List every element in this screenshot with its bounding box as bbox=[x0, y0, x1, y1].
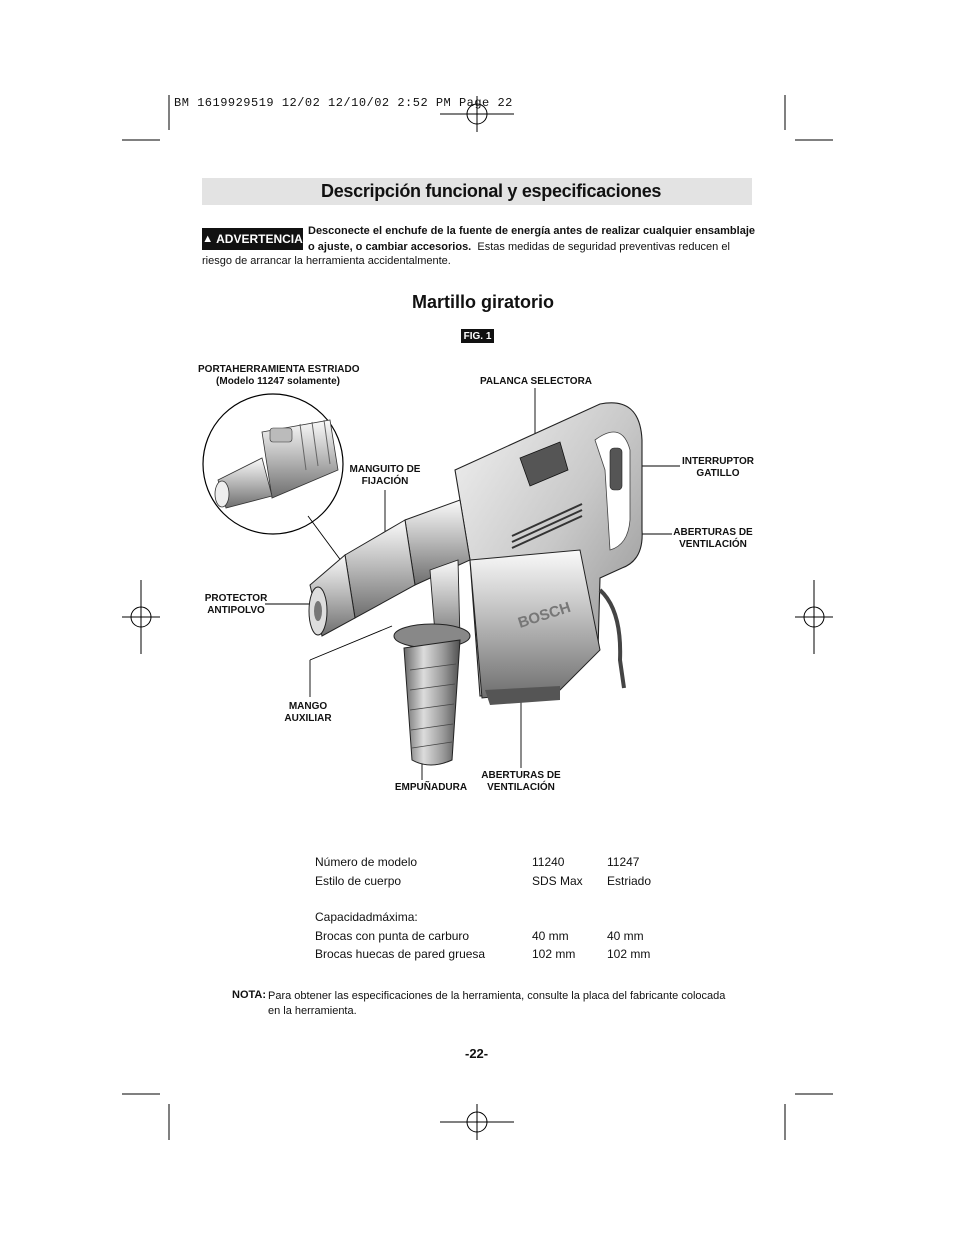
label-vents-top: ABERTURAS DE VENTILACIÓN bbox=[673, 527, 753, 550]
table-row: Brocas huecas de pared gruesa 102 mm 102 mm bbox=[315, 947, 651, 961]
label-selector-lever: PALANCA SELECTORA bbox=[479, 376, 593, 387]
table-row: Capacidadmáxima: bbox=[315, 910, 418, 924]
aux-handle-grip bbox=[404, 640, 460, 765]
label-trigger-switch: INTERRUPTOR GATILLO bbox=[681, 456, 755, 479]
note-label: NOTA: bbox=[232, 989, 267, 1001]
table-row: Estilo de cuerpo SDS Max Estriado bbox=[315, 874, 652, 888]
note-text: Para obtener las especificaciones de la herramienta, consulte la placa del fabricante colocada en la herramienta. bbox=[268, 990, 726, 1017]
trigger-switch bbox=[610, 448, 622, 490]
locking-sleeve bbox=[345, 520, 415, 618]
section-title: Martillo giratorio bbox=[412, 292, 555, 312]
label-splined-chuck: PORTAHERRAMIENTA ESTRIADO (Modelo 11247 solamente) bbox=[198, 364, 360, 387]
label-aux-handle: MANGO AUXILIAR bbox=[284, 701, 332, 724]
page-title: Descripción funcional y especificaciones bbox=[321, 181, 662, 201]
page-number: -22- bbox=[465, 1046, 489, 1061]
print-slug: BM 1619929519 12/02 12/10/02 2:52 PM Page 22 bbox=[174, 96, 513, 110]
power-cord bbox=[600, 590, 624, 688]
table-row: Número de modelo 11240 11247 bbox=[315, 855, 640, 869]
warning-badge-label: ADVERTENCIA bbox=[216, 232, 303, 246]
label-vents-bottom: ABERTURAS DE VENTILACIÓN bbox=[481, 770, 561, 793]
warning-continuation: riesgo de arrancar la herramienta accidentalmente. bbox=[202, 255, 451, 267]
warning-bold-text: Desconecte el enchufe de la fuente de energía antes de realizar cualquier ensamblaje o ajuste, o cambiar accesorios. bbox=[308, 225, 755, 253]
label-locking-sleeve: MANGUITO DE FIJACIÓN bbox=[349, 464, 421, 487]
brand-logo: BOSCH bbox=[515, 598, 573, 632]
warning-regular-text: Estas medidas de seguridad preventivas reducen el bbox=[477, 241, 730, 253]
spec-table bbox=[315, 855, 675, 965]
warning-icon: ▲ bbox=[202, 233, 214, 245]
inset-splined-chuck bbox=[203, 394, 343, 534]
table-row: Brocas con punta de carburo 40 mm 40 mm bbox=[315, 929, 644, 943]
label-grip: EMPUÑADURA bbox=[394, 782, 468, 793]
label-dust-cap: PROTECTOR ANTIPOLVO bbox=[204, 593, 268, 616]
figure-badge: FIG. 1 bbox=[461, 329, 494, 343]
